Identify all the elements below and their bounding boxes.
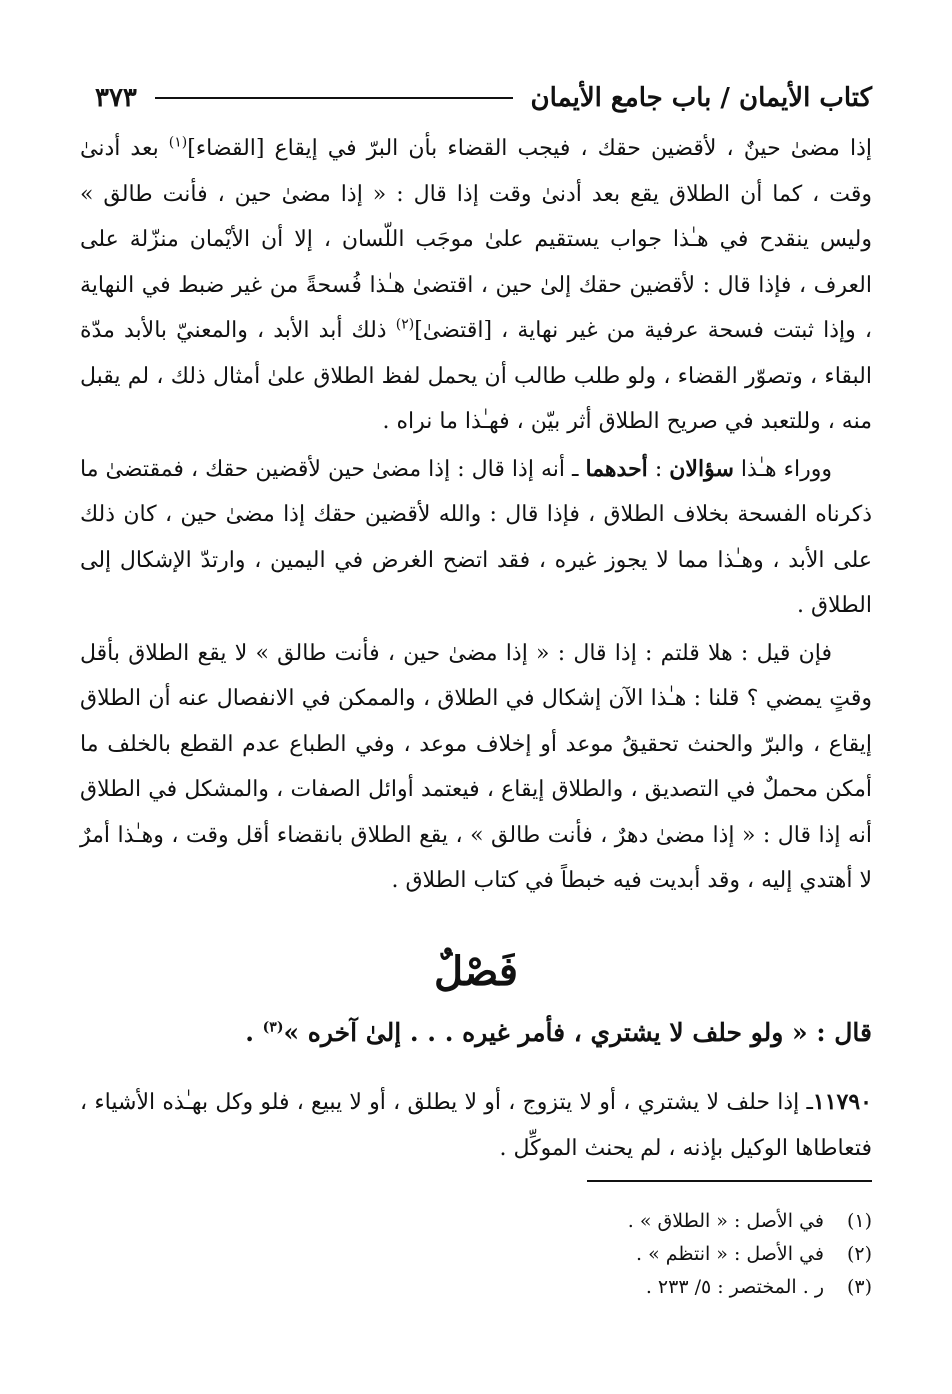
footnote-item — [80, 1205, 872, 1238]
section-heading-text: قال : « ولو حلف لا يشتري ، فأمر غيره . . . إلىٰ آخره » — [283, 1018, 872, 1047]
footnote-number: (٢) — [846, 1243, 872, 1265]
footnote-item — [80, 1238, 872, 1271]
paragraph-1-part-c: ذلك أبد الأبد ، والمعنيّ بالأبد مدّة البقاء ، وتصوّر القضاء ، ولو طلب طالب أن يحمل لفظ الطلاق علىٰ أمثال ذلك ، لم يقبل منه ، وللتعبد في صريح الطلاق أثر بيّن ، فهـٰذا ما نراه . — [80, 318, 872, 434]
footnote-text: في الأصل : « انتظم » . — [635, 1243, 824, 1265]
paragraph-2 — [80, 447, 872, 629]
footnote-text: في الأصل : « الطلاق » . — [627, 1210, 824, 1232]
main-text — [80, 126, 872, 904]
section-heading-end: . — [245, 1018, 263, 1047]
footnote-ref-3: (٣) — [262, 1019, 284, 1036]
paragraph-2-part-a: ووراء هـٰذا — [733, 456, 832, 482]
paragraph-2-bold-2: أحدهما — [585, 455, 648, 482]
ruling-number: ١١٧٩٠ — [812, 1089, 872, 1115]
paragraph-1 — [80, 126, 872, 445]
section-heading — [80, 1018, 872, 1047]
footnote-number: (٣) — [846, 1276, 872, 1298]
footnotes — [80, 1205, 872, 1304]
paragraph-2-part-c: ـ أنه إذا قال : إذا مضىٰ حين لأقضين حقك ، فمقتضىٰ ما ذكرناه الفسحة بخلاف الطلاق ، فإذا قال : والله لأقضين حقك إذا مضىٰ حين ، كان ذلك على الأبد ، وهـٰذا مما لا يجوز غيره ، فقد اتضح الغرض في اليمين ، وارتدّ الإشكال إلى الطلاق . — [80, 456, 872, 618]
paragraph-3: فإن قيل : هلا قلتم : إذا قال : « إذا مضىٰ حين ، فأنت طالق » لا يقع الطلاق بأقل وقتٍ يمضي ؟ قلنا : هـٰذا الآن إشكال في الطلاق ، والممكن في الانفصال عنه أن الطلاق إيقاع ، والبرّ والحنث تحقيقُ موعد أو إخلاف موعد ، وفي الطباع عدم القطع بالخلف ما أمكن محملٌ في التصديق ، والطلاق إيقاع ، فيعتمد أوائل الصفات ، والمشكل في الطلاق أنه إذا قال : « إذا مضىٰ دهرٌ ، فأنت طالق » ، يقع الطلاق بانقضاء أقل وقت ، وهـٰذا أمرٌ لا أهتدي إليه ، وقد أبديت فيه خبطاً في كتاب الطلاق . — [80, 640, 872, 893]
running-header — [95, 78, 872, 118]
footnote-ref-2: (٢) — [395, 316, 415, 333]
ruling-paragraph — [80, 1080, 872, 1171]
paragraph-1-part-a: إذا مضىٰ حينٌ ، لأقضين حقك ، فيجب القضاء بأن البرّ في إيقاع [القضاء] — [187, 136, 872, 161]
footnote-separator — [587, 1180, 872, 1182]
paragraph-1-part-b: بعد أدنىٰ وقت ، كما أن الطلاق يقع بعد أدنىٰ وقت إذا قال : « إذا مضىٰ حين ، فأنت طالق » وليس ينقدح في هـٰذا جواب يستقيم علىٰ موجَب اللّسان ، إلا أن الأيْمان منزّلة على العرف ، فإذا قال : لأقضين حقك إلىٰ حين ، اقتضىٰ هـٰذا فُسحةً من غير ضبط في النهاية ، وإذا ثبتت فسحة عرفية من غير نهاية ، [اقتضىٰ] — [80, 136, 872, 343]
chapter-title: كتاب الأيمان / باب جامع الأيمان — [530, 83, 872, 113]
footnote-number: (١) — [846, 1210, 872, 1232]
footnote-item — [80, 1271, 872, 1304]
paragraph-2-bold-1: سؤالان — [669, 455, 734, 482]
footnote-text: ر . المختصر : ٥/ ٢٣٣ . — [645, 1276, 824, 1298]
paragraph-2-part-b: : — [647, 456, 670, 482]
header-rule — [155, 97, 513, 99]
ruling-text: ـ إذا حلف لا يشتري ، أو لا يتزوج ، أو لا يطلق ، أو لا يبيع ، فلو وكل بهـٰذه الأشياء ، فتعاطاها الوكيل بإذنه ، لم يحنث الموكِّل . — [80, 1090, 872, 1161]
footnote-ref-1: (١) — [168, 134, 188, 151]
page-number: ٣٧٣ — [95, 83, 137, 113]
section-ornament: فَصْلٌ — [433, 948, 519, 995]
